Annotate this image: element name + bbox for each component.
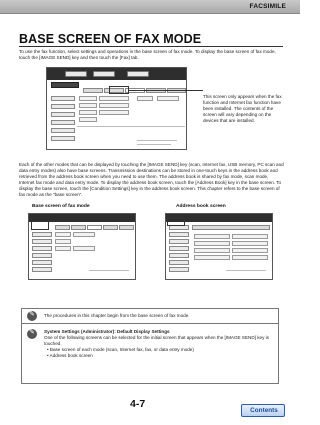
body-paragraph: Each of the other modes that can be displayed by touching the [IMAGE SEND] key (scan, Internet fax, USB memory, PC scan and data entry modes) also have base screens. Transmission destinations can be stored in one-touch keys in the address book and retrieved from the address book screen when you need to use them. The address book is shared by fax mode, scan mode, Internet fax mode and data entry mode. To display the address book screen, touch the [Address Book] key in the base screen. To display the base screen, touch the [Condition Settings] key in the address book screen. This chapter refers to the base screen of fax mode as the "base screen". [19, 162, 284, 198]
note-bottom [22, 324, 278, 383]
note-bullet: • Base screen of each mode (scan, Internet fax, fax, or data entry mode) [47, 347, 194, 352]
note-box [21, 308, 279, 384]
contents-button-label: Contents [250, 407, 278, 414]
caption-address-book: Address book screen [176, 204, 226, 209]
section-title: FACSIMILE [249, 3, 286, 10]
note-description: One of the following screens can be selected for the initial screen that appears when the [IMAGE SEND] key is touched. [44, 335, 269, 346]
caption-base-screen: Base screen of fax mode [32, 204, 90, 209]
page-title: BASE SCREEN OF FAX MODE [19, 32, 202, 46]
note-heading: System Settings (Administrator): Default Display Settings [44, 329, 170, 334]
header-band [0, 0, 300, 14]
fax-base-screen-image [46, 67, 187, 150]
fax-tab-highlight [109, 86, 129, 94]
note-bullet: • Address book screen [47, 353, 93, 358]
side-note: This screen only appears when the fax function and Internet fax function have been installed. The contents of the screen will vary depending on the devices that are installed. [203, 94, 282, 124]
title-rule [19, 46, 283, 47]
pencil-note-icon [27, 329, 37, 339]
condition-settings-key-highlight [167, 217, 185, 226]
page-number: 4-7 [130, 398, 146, 410]
note-top [22, 309, 278, 324]
pencil-note-icon [27, 311, 37, 321]
address-book-key-highlight [31, 221, 49, 230]
intro-paragraph: To use the fax function, select settings and operations in the base screen of fax mode. To display the base screen of fax mode, touch the [IMAGE SEND] key and then touch the [Fax] tab. [19, 49, 276, 61]
callout-line [129, 90, 203, 91]
note-line: The procedures in this chapter begin from the base screen of fax mode. [44, 313, 190, 318]
contents-button[interactable] [241, 404, 285, 417]
